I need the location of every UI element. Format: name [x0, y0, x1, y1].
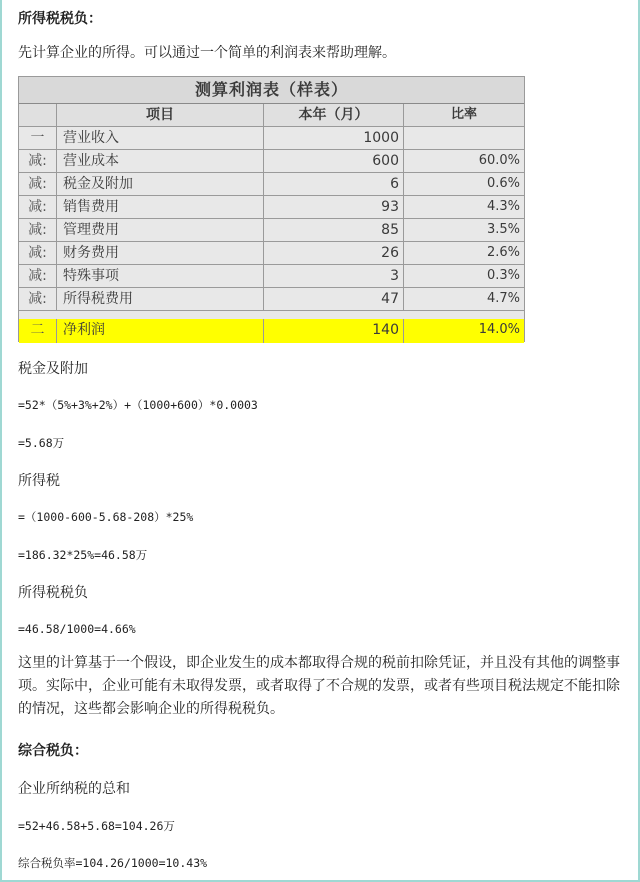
- row-amount: 1000: [264, 127, 404, 149]
- tax-surcharge-formula: =52*（5%+3%+2%）+（1000+600）*0.0003: [18, 398, 258, 412]
- row-amount: 93: [264, 196, 404, 218]
- row-mark: 减:: [19, 242, 57, 264]
- profit-table-image: [18, 76, 525, 342]
- total-ratio: 14.0%: [478, 322, 520, 337]
- income-tax-label: 所得税: [18, 473, 60, 489]
- row-mark: 减:: [19, 265, 57, 287]
- intro-text: 先计算企业的所得。可以通过一个简单的利润表来帮助理解。: [18, 45, 396, 61]
- row-item: 财务费用: [57, 242, 264, 264]
- row-mark: 减:: [19, 150, 57, 172]
- total-amount: 140: [264, 319, 404, 343]
- row-ratio: 0.3%: [486, 268, 520, 283]
- row-ratio: 4.3%: [486, 199, 520, 214]
- row-mark: 一: [19, 127, 57, 149]
- table-row: [19, 219, 524, 242]
- row-amount: 600: [264, 150, 404, 172]
- row-ratio: 0.6%: [486, 176, 520, 191]
- row-amount: 85: [264, 219, 404, 241]
- row-item: 特殊事项: [57, 265, 264, 287]
- row-item: 税金及附加: [57, 173, 264, 195]
- header-ratio: 比率: [450, 107, 477, 122]
- row-mark: 减:: [19, 173, 57, 195]
- total-item: 净利润: [57, 319, 264, 343]
- row-item: 管理费用: [57, 219, 264, 241]
- row-item: 销售费用: [57, 196, 264, 218]
- profit-table-total-row: [19, 319, 524, 343]
- income-tax-burden-formula: =46.58/1000=4.66%: [18, 622, 136, 636]
- row-mark: 减:: [19, 288, 57, 310]
- row-amount: 3: [264, 265, 404, 287]
- assumption-note: 这里的计算基于一个假设，即企业发生的成本都取得合规的税前扣除凭证，并且没有其他的调整事项。实际中，企业可能有未取得发票，或者取得了不合规的发票，或者有些项目税法规定不能扣除的情况，这些都会影响企业的所得税税负。: [18, 655, 620, 717]
- total-mark: 二: [19, 319, 57, 343]
- row-item: 营业成本: [57, 150, 264, 172]
- table-row: [19, 288, 524, 311]
- section-title-income-tax-burden: 所得税税负：: [18, 11, 102, 27]
- profit-table-header: [19, 104, 524, 127]
- income-tax-result: =186.32*25%=46.58万: [18, 548, 148, 562]
- tax-surcharge-label: 税金及附加: [18, 361, 88, 377]
- profit-table-title: 测算利润表（样表）: [19, 77, 524, 104]
- total-tax-label: 企业所纳税的总和: [18, 781, 130, 797]
- income-tax-formula: =（1000-600-5.68-208）*25%: [18, 510, 194, 524]
- section-title-total-tax-burden: 综合税负：: [18, 743, 88, 759]
- row-ratio: 3.5%: [486, 222, 520, 237]
- table-row: [19, 127, 524, 150]
- table-row: [19, 242, 524, 265]
- header-item: 项目: [57, 104, 264, 126]
- row-ratio: 2.6%: [486, 245, 520, 260]
- table-row: [19, 150, 524, 173]
- row-amount: 26: [264, 242, 404, 264]
- table-row: [19, 173, 524, 196]
- row-ratio: 60.0%: [478, 153, 520, 168]
- row-ratio: [404, 127, 524, 149]
- row-mark: 减:: [19, 219, 57, 241]
- row-item: 所得税费用: [57, 288, 264, 310]
- table-row: [19, 265, 524, 288]
- tax-surcharge-result: =5.68万: [18, 436, 65, 450]
- table-row: [19, 196, 524, 219]
- row-item: 营业收入: [57, 127, 264, 149]
- row-ratio: 4.7%: [486, 291, 520, 306]
- total-tax-formula: =52+46.58+5.68=104.26万: [18, 819, 175, 833]
- row-mark: 减:: [19, 196, 57, 218]
- header-mark: [19, 104, 57, 126]
- row-amount: 6: [264, 173, 404, 195]
- total-rate-formula: 综合税负率=104.26/1000=10.43%: [18, 856, 208, 870]
- row-amount: 47: [264, 288, 404, 310]
- income-tax-burden-label: 所得税税负: [18, 585, 88, 601]
- header-amount: 本年（月）: [264, 104, 404, 126]
